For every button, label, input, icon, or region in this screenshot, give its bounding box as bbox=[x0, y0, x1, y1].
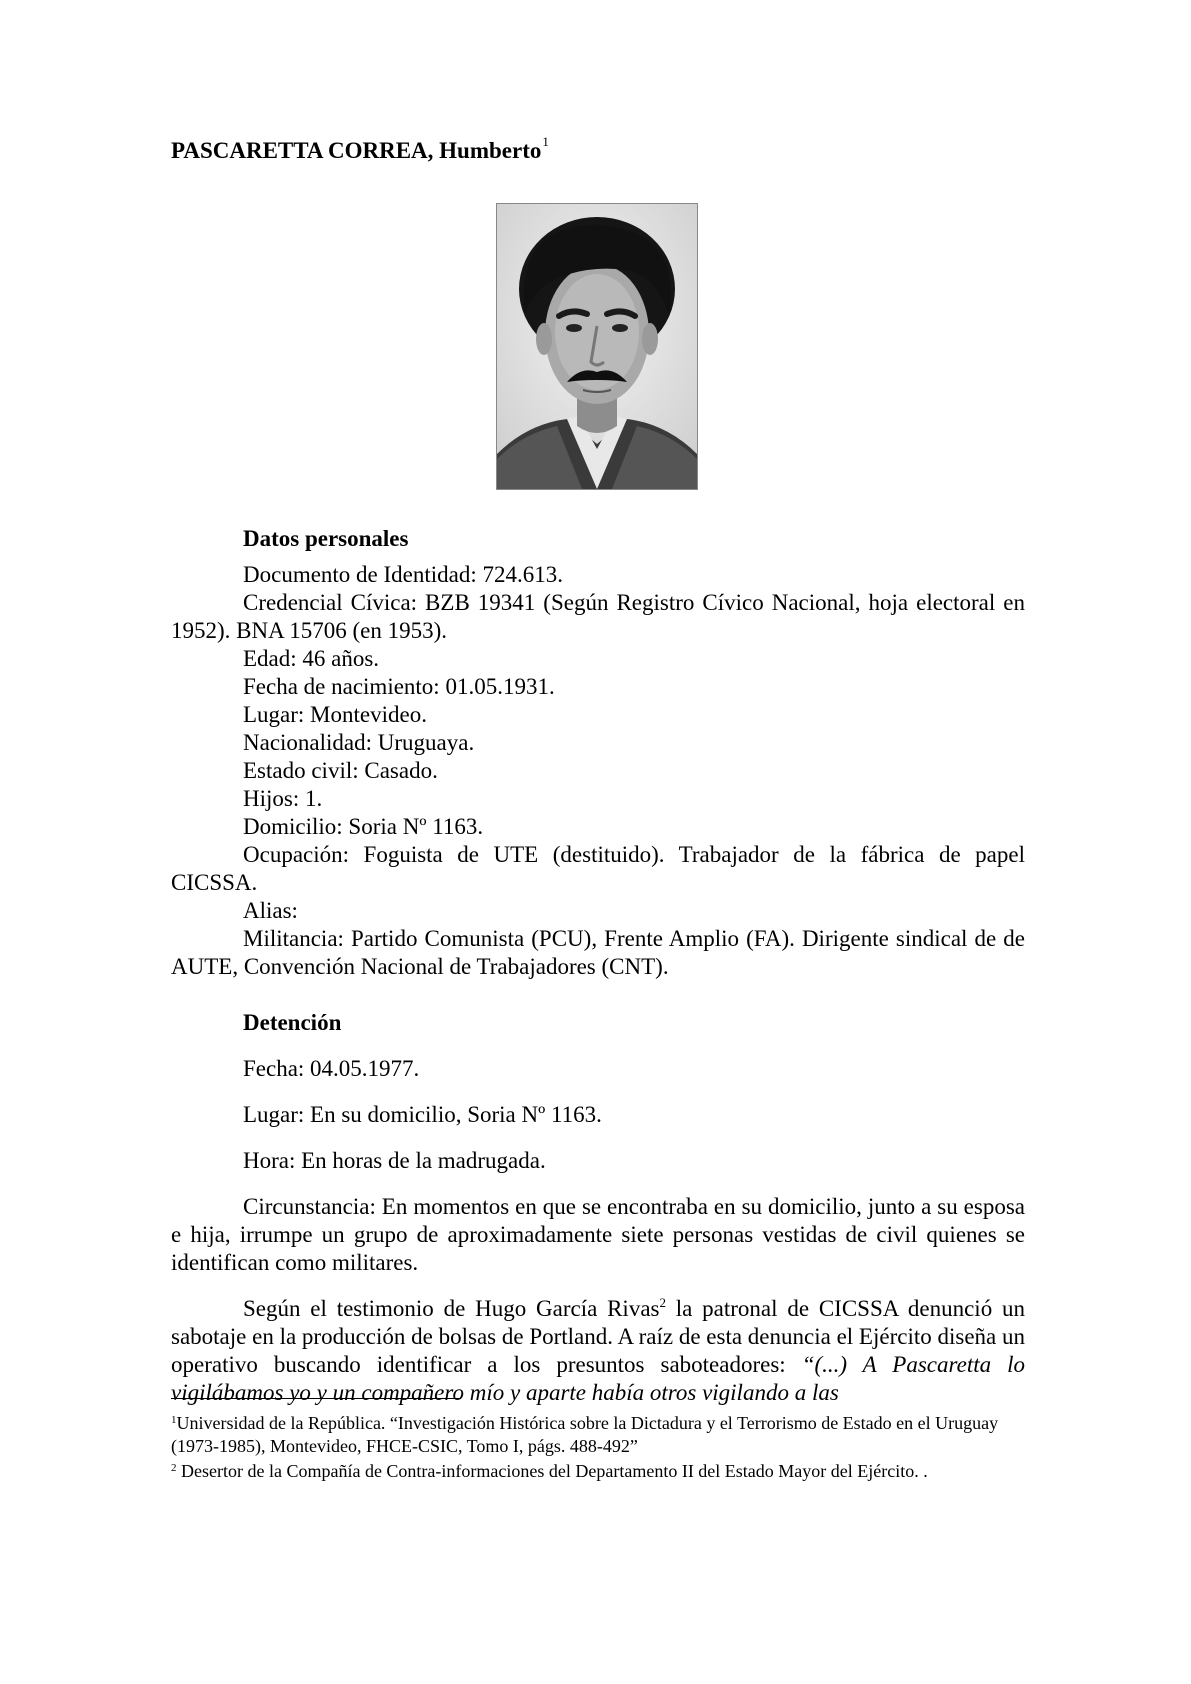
section-heading-detention: Detención bbox=[243, 1010, 342, 1035]
field-ocupacion: Ocupación: Foguista de UTE (destituido). Trabajador de la fábrica de papel CICSSA. bbox=[171, 842, 1025, 895]
field-domicilio: Domicilio: Soria Nº 1163. bbox=[243, 814, 484, 839]
field-nacimiento: Fecha de nacimiento: 01.05.1931. bbox=[243, 674, 555, 699]
field-documento: Documento de Identidad: 724.613. bbox=[243, 562, 564, 587]
section-heading-personal: Datos personales bbox=[243, 526, 409, 551]
footnote-2-text: Desertor de la Compañía de Contra-informaciones del Departamento II del Estado Mayor del Ejército. . bbox=[176, 1461, 928, 1481]
footnote-1-number: 1 bbox=[171, 1414, 177, 1426]
footnote-1 bbox=[171, 1412, 1025, 1458]
field-nacionalidad: Nacionalidad: Uruguaya. bbox=[243, 730, 475, 755]
testimonio-text-a: Según el testimonio de Hugo García Rivas bbox=[243, 1296, 660, 1321]
footnote-1-text: Universidad de la República. “Investigación Histórica sobre la Dictadura y el Terrorismo de Estado en el Uruguay (1973-1985), Montevideo, FHCE-CSIC, Tomo I, págs. 488-492” bbox=[171, 1413, 999, 1456]
testimonio-text-b: la patronal de CICSSA denunció un sabotaje en la producción de bolsas de Portland. A raíz de esta denuncia el Ejército diseña un operativo buscando identificar a los presuntos saboteadores: bbox=[171, 1296, 1025, 1377]
footnotes bbox=[171, 1412, 1025, 1485]
footnote-ref-1[interactable]: 1 bbox=[542, 134, 549, 149]
field-lugar: Lugar: Montevideo. bbox=[243, 702, 427, 727]
footnote-2 bbox=[171, 1460, 1025, 1483]
footnote-ref-2[interactable]: 2 bbox=[659, 1295, 666, 1310]
testimonio-quote: “(...) A Pascaretta lo vigilábamos yo y un compañero mío y aparte había otros vigilando a las bbox=[171, 1352, 1025, 1405]
footnote-separator bbox=[171, 1398, 461, 1399]
testimonio-paragraph bbox=[171, 1295, 1025, 1407]
document-body bbox=[171, 525, 1025, 1407]
field-hijos: Hijos: 1. bbox=[243, 786, 323, 811]
field-fecha-detencion: Fecha: 04.05.1977. bbox=[243, 1056, 420, 1081]
field-edad: Edad: 46 años. bbox=[243, 646, 380, 671]
page-title bbox=[171, 134, 549, 164]
field-circunstancia: Circunstancia: En momentos en que se encontraba en su domicilio, junto a su esposa e hija, irrumpe un grupo de aproximadamente siete personas vestidas de civil quienes se identifican como militares. bbox=[171, 1194, 1025, 1275]
portrait-photo bbox=[496, 203, 698, 490]
field-hora: Hora: En horas de la madrugada. bbox=[243, 1148, 546, 1173]
field-estado-civil: Estado civil: Casado. bbox=[243, 758, 438, 783]
field-lugar-detencion: Lugar: En su domicilio, Soria Nº 1163. bbox=[243, 1102, 602, 1127]
field-credencial: Credencial Cívica: BZB 19341 (Según Registro Cívico Nacional, hoja electoral en 1952). BNA 15706 (en 1953). bbox=[171, 590, 1025, 643]
field-militancia: Militancia: Partido Comunista (PCU), Frente Amplio (FA). Dirigente sindical de de AUTE, Convención Nacional de Trabajadores (CNT). bbox=[171, 926, 1025, 979]
portrait-illustration bbox=[497, 204, 697, 489]
person-name: PASCARETTA CORREA, Humberto bbox=[171, 138, 542, 163]
field-alias: Alias: bbox=[243, 898, 298, 923]
footnote-2-number: 2 bbox=[171, 1462, 177, 1474]
